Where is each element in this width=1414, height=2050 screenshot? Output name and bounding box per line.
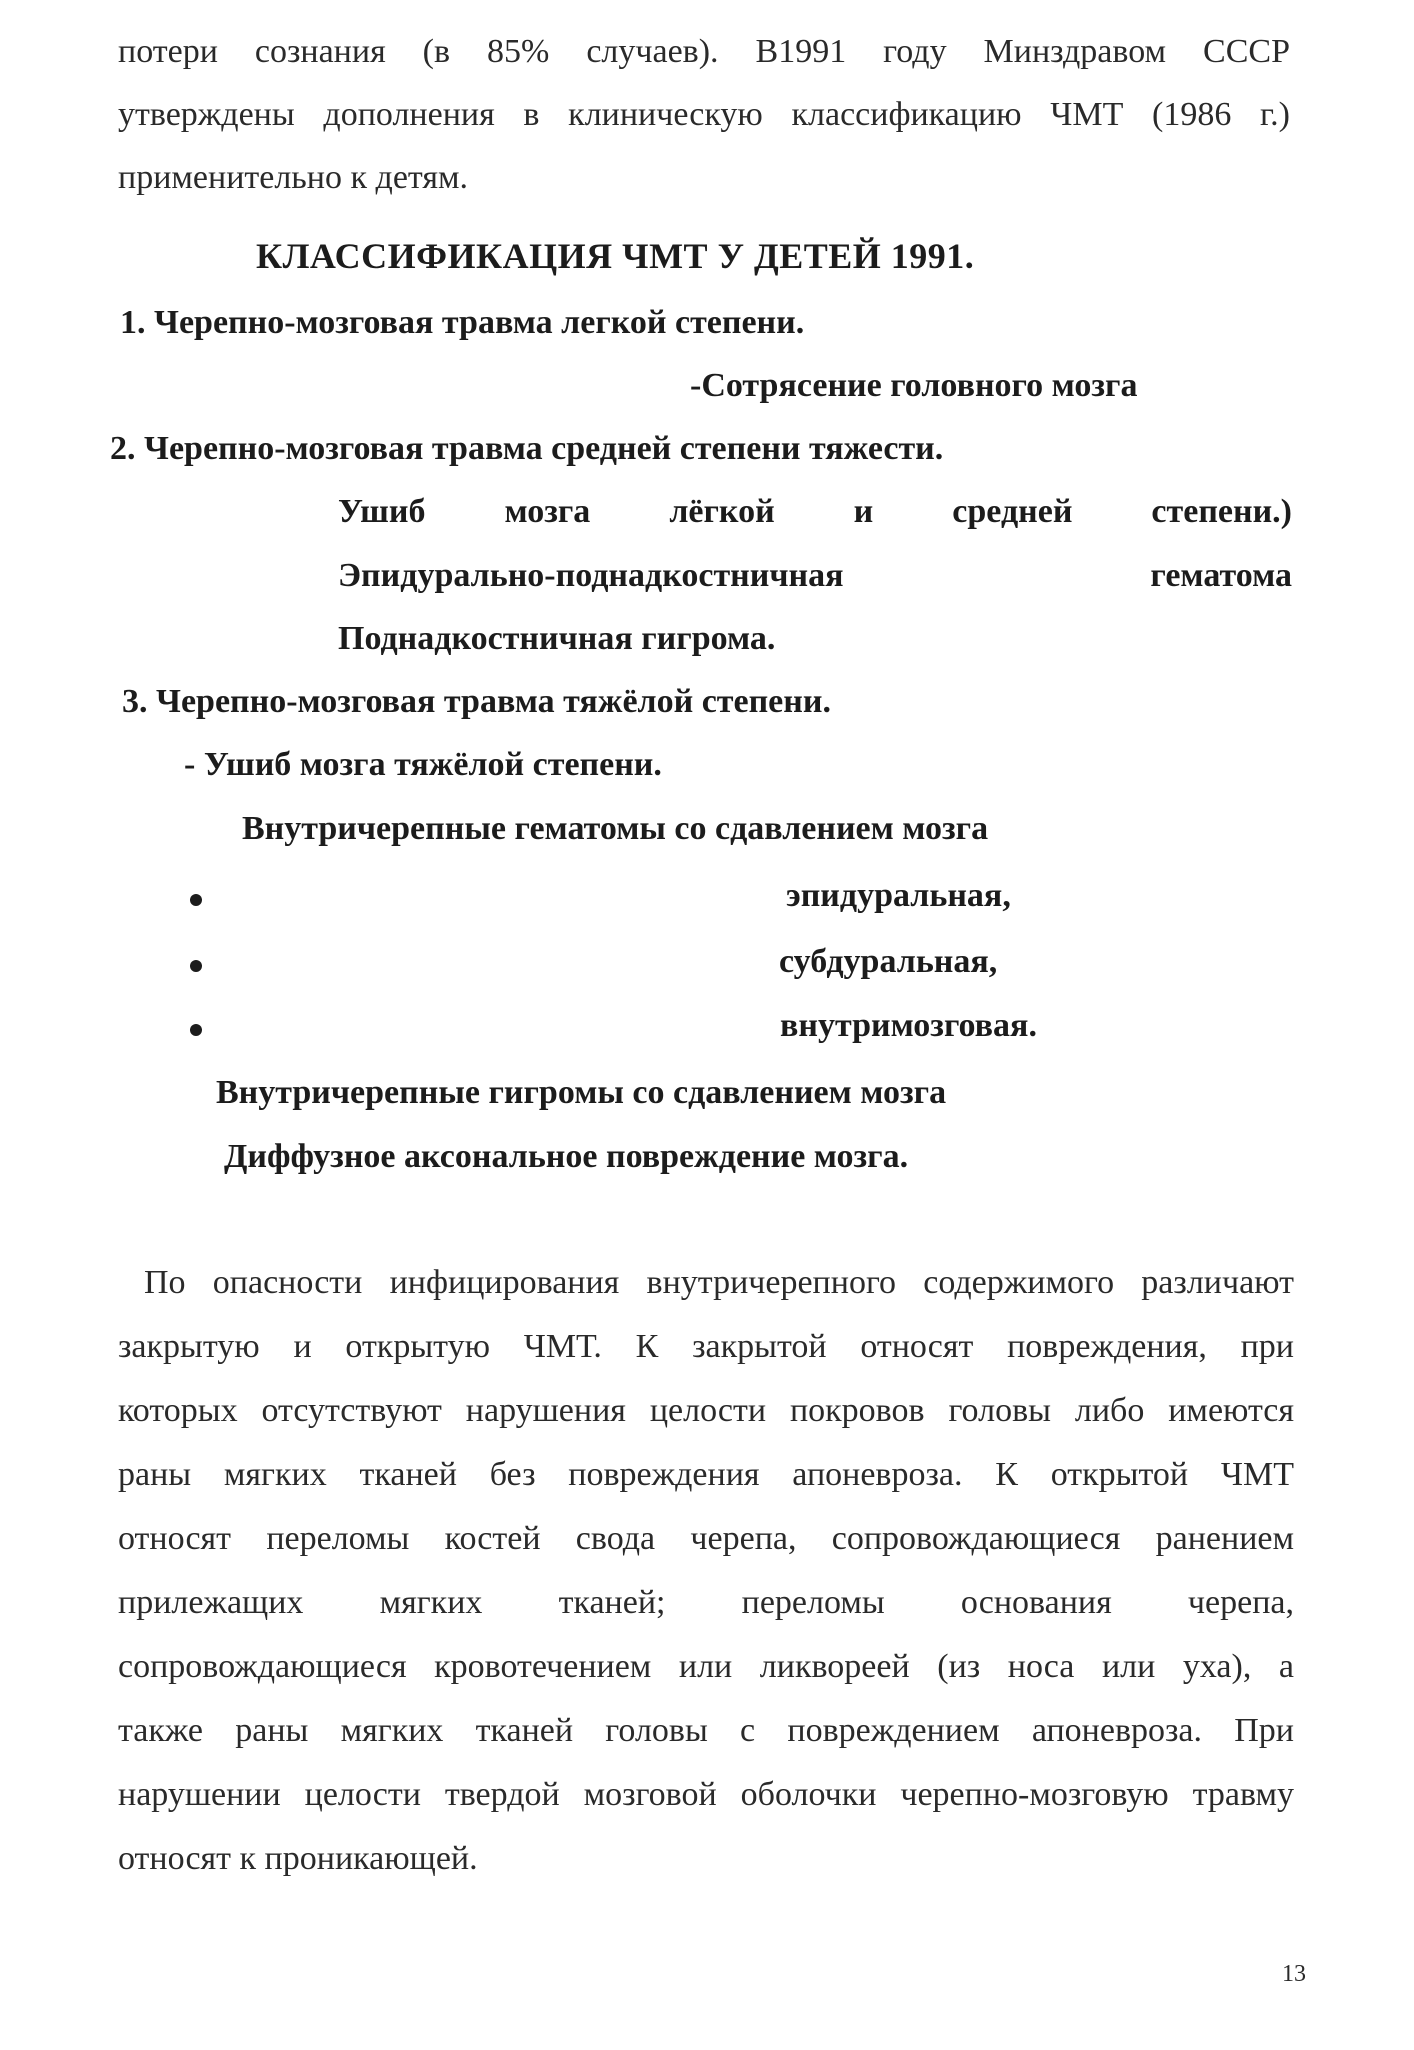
class-item-2: 2. Черепно-мозговая травма средней степени тяжести. [110,430,944,467]
classification-heading: КЛАССИФИКАЦИЯ ЧМТ У ДЕТЕЙ 1991. [256,236,975,276]
paragraph-line: сопровождающиеся кровотечением или ликвореей (из носа или уха), а [118,1648,1294,1685]
class-item-2-hygroma: Поднадкостничная гигрома. [338,620,776,657]
class-item-3-dai: Диффузное аксональное повреждение мозга. [224,1138,909,1175]
class-item-2-hematoma: Эпидурально-поднадкостничная гематома [338,557,1292,594]
bullet-epidural: эпидуральная, [786,877,1011,914]
paragraph-line: относят переломы костей свода черепа, сопровождающиеся ранением [118,1520,1294,1557]
class-item-3-hygromas: Внутричерепные гигромы со сдавлением мозга [216,1074,947,1111]
paragraph-line: раны мягких тканей без повреждения апоневроза. К открытой ЧМТ [118,1456,1294,1493]
page-number: 13 [1282,1961,1306,1987]
intro-line-2: утверждены дополнения в клиническую классификацию ЧМТ (1986 г.) [118,96,1290,133]
class-item-1-concussion: -Сотрясение головного мозга [690,367,1138,404]
bullet-marker [190,1024,202,1036]
paragraph-line: также раны мягких тканей головы с повреждением апоневроза. При [118,1712,1294,1749]
paragraph-line: По опасности инфицирования внутричерепного содержимого различают [144,1264,1294,1301]
paragraph-line: относят к проникающей. [118,1840,478,1877]
intro-line-3: применительно к детям. [118,159,468,196]
intro-line-1: потери сознания (в 85% случаев). В1991 году Минздравом СССР [118,33,1290,70]
class-item-3: 3. Черепно-мозговая травма тяжёлой степени. [122,683,831,720]
paragraph-line: которых отсутствуют нарушения целости покровов головы либо имеются [118,1392,1294,1429]
class-item-1: 1. Черепно-мозговая травма легкой степени. [120,304,805,341]
paragraph-line: прилежащих мягких тканей; переломы основания черепа, [118,1584,1294,1621]
bullet-marker [190,960,202,972]
class-item-3-contusion: - Ушиб мозга тяжёлой степени. [184,746,662,783]
bullet-marker [190,894,202,906]
class-item-2-contusion: Ушиб мозга лёгкой и средней степени.) [338,493,1292,530]
paragraph-line: закрытую и открытую ЧМТ. К закрытой относят повреждения, при [118,1328,1294,1365]
bullet-subdural: субдуральная, [779,943,998,980]
paragraph-line: нарушении целости твердой мозговой оболочки черепно-мозговую травму [118,1776,1294,1813]
class-item-3-hematomas: Внутричерепные гематомы со сдавлением мозга [242,810,989,847]
bullet-intracerebral: внутримозговая. [780,1007,1037,1044]
